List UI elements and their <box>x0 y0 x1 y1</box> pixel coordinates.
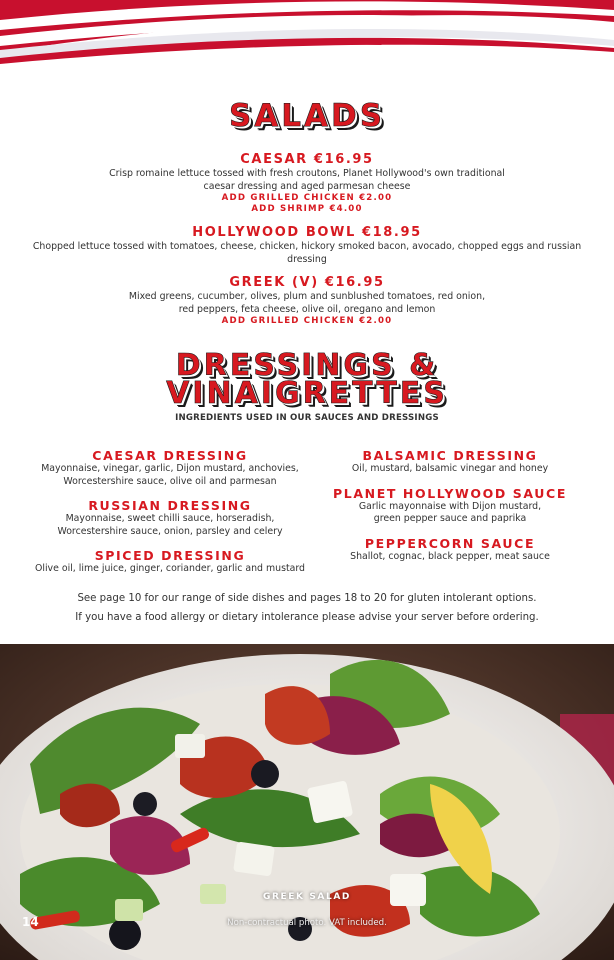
dressing-title: RUSSIAN DRESSING <box>88 498 252 514</box>
dressings-subheading: INGREDIENTS USED IN OUR SAUCES AND DRESSINGS <box>175 413 439 423</box>
salads-heading: SALADS <box>228 98 386 134</box>
page-number: 14 <box>22 915 39 929</box>
salad-description-line: Mixed greens, cucumber, olives, plum and sunblushed tomatoes, red onion, <box>128 291 486 302</box>
salad-description-line: caesar dressing and aged parmesan cheese <box>203 180 411 192</box>
salad-item-greek <box>0 275 614 327</box>
dressing-title: BALSAMIC DRESSING <box>362 448 538 463</box>
salad-addon: ADD SHRIMP €4.00 <box>251 204 363 215</box>
salad-description-line: dressing <box>287 253 327 265</box>
salad-title: GREEK (V) €16.95 <box>229 275 385 290</box>
dressing-description-line: Shallot, cognac, black pepper, meat sauce <box>350 550 550 562</box>
flag-stripes-decoration <box>0 0 614 70</box>
dressings-left-column <box>20 448 320 576</box>
dressing-item <box>300 536 600 564</box>
dressing-title: CAESAR DRESSING <box>92 448 248 463</box>
dressing-title: PLANET HOLLYWOOD SAUCE <box>333 485 567 501</box>
greek-salad-photo <box>0 644 614 960</box>
dressing-item <box>20 448 320 488</box>
info-notes <box>0 589 614 627</box>
dressing-item <box>300 448 600 476</box>
dressing-item <box>20 498 320 538</box>
photo-legal-note: Non-contractual photo. VAT included. <box>227 918 387 928</box>
salad-description-line: red peppers, feta cheese, olive oil, oregano and lemon <box>178 303 436 315</box>
salad-description-line: Chopped lettuce tossed with tomatoes, cheese, chicken, hickory smoked bacon, avocado, chopped eggs and russian <box>32 241 582 252</box>
dressings-right-column <box>300 448 600 563</box>
dressing-description-line: Mayonnaise, sweet chilli sauce, horseradish, <box>65 513 275 525</box>
dressing-description-line: Garlic mayonnaise with Dijon mustard, <box>358 500 542 512</box>
dressing-description-line: Mayonnaise, vinegar, garlic, Dijon mustard, anchovies, <box>41 463 299 474</box>
salad-title: CAESAR €16.95 <box>240 152 374 167</box>
dressing-item <box>20 548 320 576</box>
salad-addon: ADD GRILLED CHICKEN €2.00 <box>221 316 393 327</box>
salad-addon: ADD GRILLED CHICKEN €2.00 <box>221 193 393 204</box>
dressing-description-line: Oil, mustard, balsamic vinegar and honey <box>351 463 549 474</box>
dressings-heading-line2: VINAIGRETTES <box>166 376 448 411</box>
dressing-title: SPICED DRESSING <box>94 548 246 564</box>
note-line: If you have a food allergy or dietary intolerance please advise your server before ordering. <box>75 612 539 623</box>
dressing-description-line: Olive oil, lime juice, ginger, coriander, garlic and mustard <box>34 563 306 575</box>
dressing-item <box>300 486 600 526</box>
salad-description-line: Crisp romaine lettuce tossed with fresh croutons, Planet Hollywood's own traditional <box>109 168 505 179</box>
salad-item-hollywood-bowl <box>0 225 614 266</box>
salad-illustration <box>0 644 614 960</box>
salad-item-caesar <box>0 152 614 215</box>
dressing-description-line: Worcestershire sauce, onion, parsley and celery <box>57 525 283 537</box>
salad-title: HOLLYWOOD BOWL €18.95 <box>192 225 422 240</box>
dressing-description-line: Worcestershire sauce, olive oil and parmesan <box>63 475 277 487</box>
note-line: See page 10 for our range of side dishes and pages 18 to 20 for gluten intolerant options. <box>77 593 537 604</box>
dressing-description-line: green pepper sauce and paprika <box>373 513 527 525</box>
dressings-heading-line1: DRESSINGS & <box>175 348 439 383</box>
photo-caption: GREEK SALAD <box>263 892 351 902</box>
dressing-title: PEPPERCORN SAUCE <box>364 535 536 551</box>
